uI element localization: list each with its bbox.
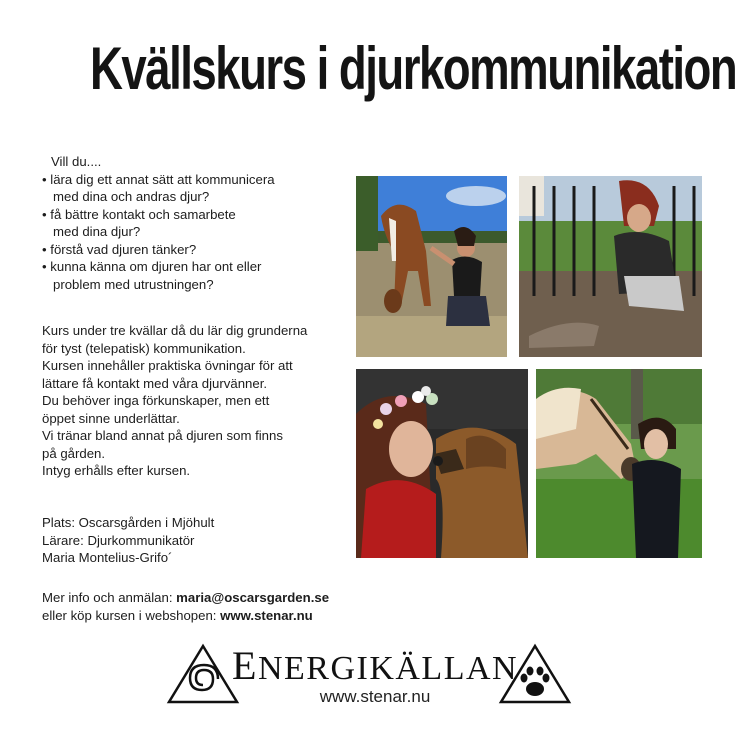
course-info <box>42 514 214 567</box>
spiral-triangle-icon <box>166 643 240 705</box>
photo-horse-girl <box>536 369 702 558</box>
email-link[interactable]: maria@oscarsgarden.se <box>176 590 330 605</box>
course-line: för tyst (telepatisk) kommunikation. <box>42 340 246 356</box>
course-line: Du behöver inga förkunskaper, men ett <box>42 393 270 408</box>
brand-logo-rest: NERGIKÄLLAN <box>257 650 519 687</box>
contact-web-label: eller köp kursen i webshopen: <box>42 607 221 623</box>
course-line: Kurs under tre kvällar då du lär dig grunderna <box>42 323 308 338</box>
webshop-link[interactable]: www.stenar.nu <box>220 607 313 623</box>
brand-logo-text <box>232 642 518 689</box>
intro-line: • lära dig ett annat sätt att kommunicera <box>42 171 275 187</box>
page-title: Kvällskurs i djurkommunikation <box>90 35 737 102</box>
course-line: öppet sinne underlättar. <box>42 410 180 426</box>
intro-lead: Vill du.... <box>51 154 102 169</box>
intro-line: • förstå vad djuren tänker? <box>42 241 197 257</box>
photo-woman-fence <box>519 176 702 357</box>
brand-url[interactable]: www.stenar.nu <box>319 687 431 706</box>
teacher-name: Maria Montelius-Grifo´ <box>42 550 173 565</box>
intro-line: med dina djur? <box>53 224 141 239</box>
course-description <box>42 322 307 480</box>
intro-line: • få bättre kontakt och samarbete <box>42 206 236 222</box>
teacher-text: Lärare: Djurkommunikatör <box>42 532 195 548</box>
brand-logo-initial: E <box>232 643 258 688</box>
intro-line: • kunna känna om djuren har ont eller <box>42 259 262 274</box>
course-line: lättare få kontakt med våra djurvänner. <box>42 375 268 391</box>
intro-line: med dina och andras djur? <box>53 189 210 204</box>
intro-line: problem med utrustningen? <box>53 276 214 292</box>
contact-line-web <box>42 607 329 625</box>
photo-girl-dog <box>356 369 528 558</box>
intro-text <box>42 153 275 293</box>
contact-email-label: Mer info och anmälan: <box>42 590 177 605</box>
photo-horse-woman <box>356 176 507 357</box>
contact-info <box>42 589 329 624</box>
course-line: Kursen innehåller praktiska övningar för att <box>42 358 293 373</box>
course-line: Intyg erhålls efter kursen. <box>42 463 191 478</box>
paw-triangle-icon <box>498 643 572 705</box>
course-line: på gården. <box>42 445 106 461</box>
place-text: Plats: Oscarsgården i Mjöhult <box>42 515 215 530</box>
course-line: Vi tränar bland annat på djuren som finns <box>42 428 283 443</box>
contact-line-email <box>42 589 329 607</box>
